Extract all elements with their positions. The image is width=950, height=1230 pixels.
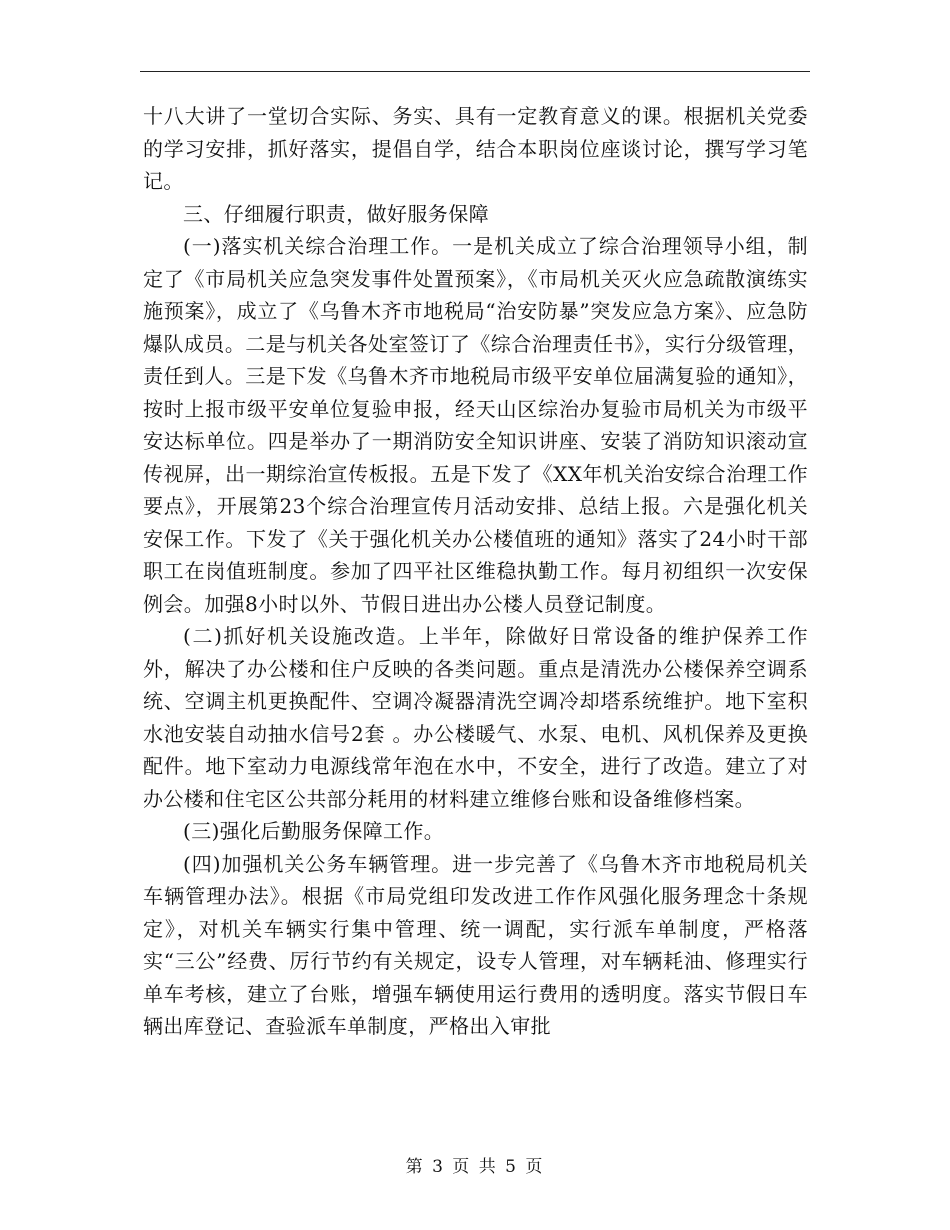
paragraph-item-2: (二)抓好机关设施改造。上半年，除做好日常设备的维护保养工作外，解决了办公楼和住户反映的各类问题。重点是清洗办公楼保养空调系统、空调主机更换配件、空调冷凝器清洗空调冷却塔系统维护。地下室积水池安装自动抽水信号2套 。办公楼暖气、水泵、电机、风机保养及更换配件。地下室动力电源线常年泡在水中，不安全，进行了改造。建立了对办公楼和住宅区公共部分耗用的材料建立维修台账和设备维修档案。	[143, 624, 808, 811]
page-number-footer: 第 3 页 共 5 页	[405, 1157, 545, 1177]
paragraph-item-1: (一)落实机关综合治理工作。一是机关成立了综合治理领导小组，制定了《市局机关应急突发事件处置预案》，《市局机关灭火应急疏散演练实施预案》，成立了《乌鲁木齐市地税局“治安防暴”突发应急方案》、应急防爆队成员。二是与机关各处室签订了《综合治理责任书》，实行分级管理，责任到人。三是下发《乌鲁木齐市地税局市级平安单位届满复验的通知》，按时上报市级平安单位复验申报，经天山区综治办复验市局机关为市级平安达标单位。四是举办了一期消防安全知识讲座、安装了消防知识滚动宣传视屏，出一期综治宣传板报。五是下发了《XX年机关治安综合治理工作要点》，开展第23个综合治理宣传月活动安排、总结上报。六是强化机关安保工作。下发了《关于强化机关办公楼值班的通知》落实了24小时干部职工在岗值班制度。参加了四平社区维稳执勤工作。每月初组织一次安保例会。加强8小时以外、节假日进出办公楼人员登记制度。	[143, 234, 808, 616]
header-rule	[140, 71, 810, 72]
paragraph-item-4: (四)加强机关公务车辆管理。进一步完善了《乌鲁木齐市地税局机关车辆管理办法》。根据《市局党组印发改进工作作风强化服务理念十条规定》，对机关车辆实行集中管理、统一调配，实行派车单制度，严格落实“三公”经费、厉行节约有关规定，设专人管理，对车辆耗油、修理实行单车考核，建立了台账，增强车辆使用运行费用的透明度。落实节假日车辆出库登记、查验派车单制度，严格出入审批	[143, 851, 808, 1038]
paragraph-item-3: (三)强化后勤服务保障工作。	[183, 819, 445, 843]
section-heading: 三、仔细履行职责，做好服务保障	[183, 201, 489, 226]
document-body	[143, 100, 808, 1043]
paragraph-continued: 十八大讲了一堂切合实际、务实、具有一定教育意义的课。根据机关党委的学习安排，抓好落实，提倡自学，结合本职岗位座谈讨论，撰写学习笔记。	[143, 104, 808, 193]
